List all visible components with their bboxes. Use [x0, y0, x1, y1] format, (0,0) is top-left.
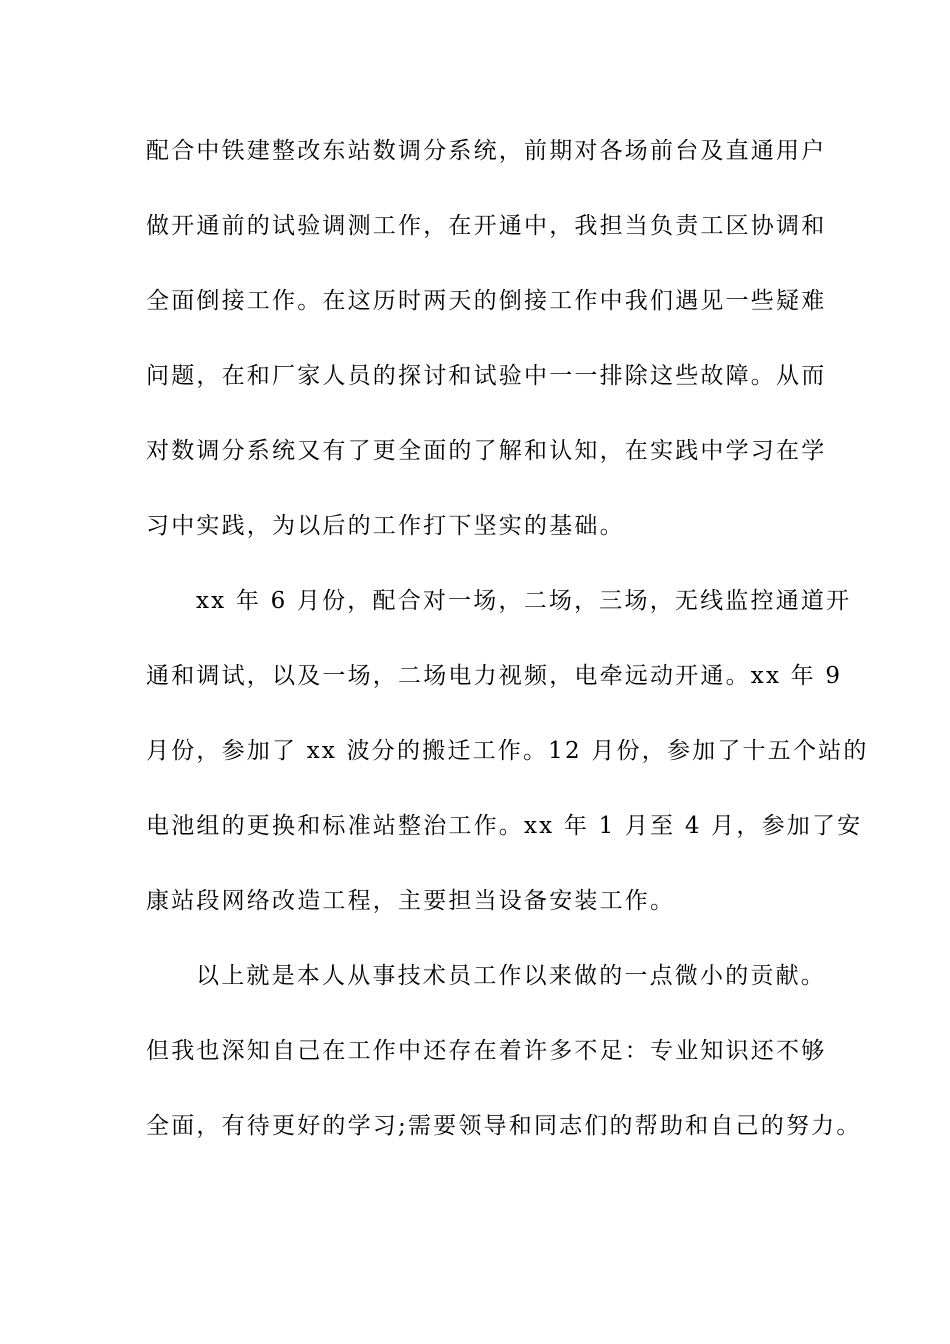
text-line: 但我也深知自己在工作中还存在着许多不足：专业知识还不够: [146, 1038, 827, 1064]
text-line: 全面，有待更好的学习;需要领导和同志们的帮助和自己的努力。: [146, 1113, 862, 1139]
text-line: 电池组的更换和标准站整治工作。xx 年 1 月至 4 月，参加了安: [146, 813, 863, 839]
text-line: 全面倒接工作。在这历时两天的倒接工作中我们遇见一些疑难: [146, 288, 827, 314]
text-line: 康站段网络改造工程，主要担当设备安装工作。: [146, 888, 676, 914]
text-line: 对数调分系统又有了更全面的了解和认知，在实践中学习在学: [146, 438, 827, 464]
paragraph-first-line: xx 年 6 月份，配合对一场，二场，三场，无线监控通道开: [196, 588, 852, 614]
text-line: 问题，在和厂家人员的探讨和试验中一一排除这些故障。从而: [146, 363, 827, 389]
text-line: 做开通前的试验调测工作，在开通中，我担当负责工区协调和: [146, 213, 827, 239]
paragraph-first-line: 以上就是本人从事技术员工作以来做的一点微小的贡献。: [196, 963, 826, 989]
document-body: [146, 128, 869, 1178]
text-line: 配合中铁建整改东站数调分系统，前期对各场前台及直通用户: [146, 138, 827, 164]
text-line: 月份，参加了 xx 波分的搬迁工作。12 月份，参加了十五个站的: [146, 738, 869, 764]
text-line: 通和调试，以及一场，二场电力视频，电牵远动开通。xx 年 9: [146, 663, 843, 689]
text-line: 习中实践，为以后的工作打下坚实的基础。: [146, 513, 625, 539]
